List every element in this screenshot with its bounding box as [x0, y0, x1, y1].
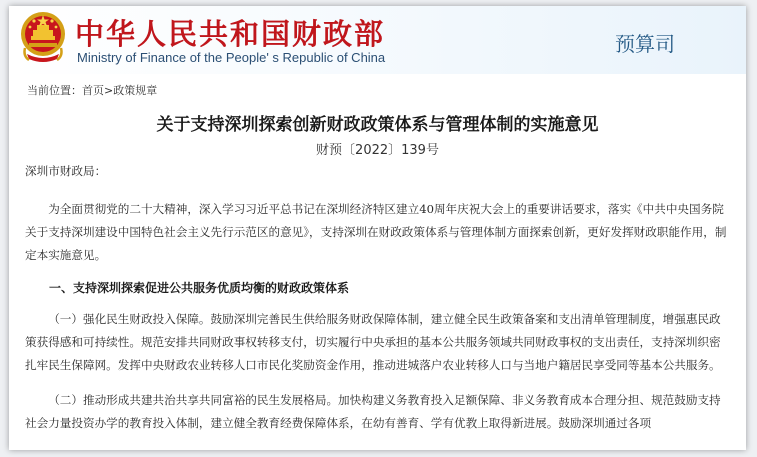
ministry-name-en: Ministry of Finance of the People' s Republic of China	[77, 50, 386, 65]
department-name: 预算司	[615, 32, 675, 56]
breadcrumb-home-link[interactable]: 首页	[82, 84, 104, 97]
page-frame	[9, 6, 746, 450]
intro-paragraph: 为全面贯彻党的二十大精神，深入学习习近平总书记在深圳经济特区建立40周年庆祝大会上的重要讲话要求，落实《中共中央国务院关于支持深圳建设中国特色社会主义先行示范区的意见》，支持深圳在财政政策体系与管理体制方面探索创新，更好发挥财政职能作用，制定本实施意见。	[25, 202, 727, 262]
document-title: 关于支持深圳探索创新财政政策体系与管理体制的实施意见	[156, 115, 599, 135]
section-heading: 一、支持深圳探索促进公共服务优质均衡的财政政策体系	[49, 281, 350, 295]
national-emblem-icon	[19, 10, 67, 64]
breadcrumb	[27, 82, 157, 98]
site-header	[9, 6, 746, 74]
breadcrumb-bar	[9, 74, 746, 104]
body-paragraph: （一）强化民生财政投入保障。鼓励深圳完善民生供给服务财政保障体制，建立健全民生政策备案和支出清单管理制度，增强惠民政策获得感和可持续性。规范安排共同财政事权转移支付，切实履行中央承担的基本公共服务领域共同财政事权的支出责任，支持深圳织密扎牢民生保障网。发挥中央财政农业转移人口市民化奖励资金作用，推动进城落户农业转移人口与当地户籍居民享受同等基本公共服务。	[25, 312, 721, 372]
breadcrumb-label: 当前位置：	[27, 84, 82, 97]
ministry-name-cn: 中华人民共和国财政部	[75, 17, 386, 51]
document-addressee: 深圳市财政局：	[25, 164, 107, 178]
document-number: 财预〔2022〕139号	[316, 143, 439, 158]
breadcrumb-separator: >	[104, 84, 114, 97]
breadcrumb-section-link[interactable]: 政策规章	[113, 84, 158, 97]
document-body	[25, 162, 728, 447]
body-paragraph: （二）推动形成共建共治共享共同富裕的民生发展格局。加快构建义务教育投入足额保障、非义务教育成本合理分担、规范鼓励支持社会力量投资办学的教育投入体制，建立健全教育经费保障体系，在幼有善育、学有优教上取得新进展。鼓励深圳通过各项	[25, 393, 721, 430]
